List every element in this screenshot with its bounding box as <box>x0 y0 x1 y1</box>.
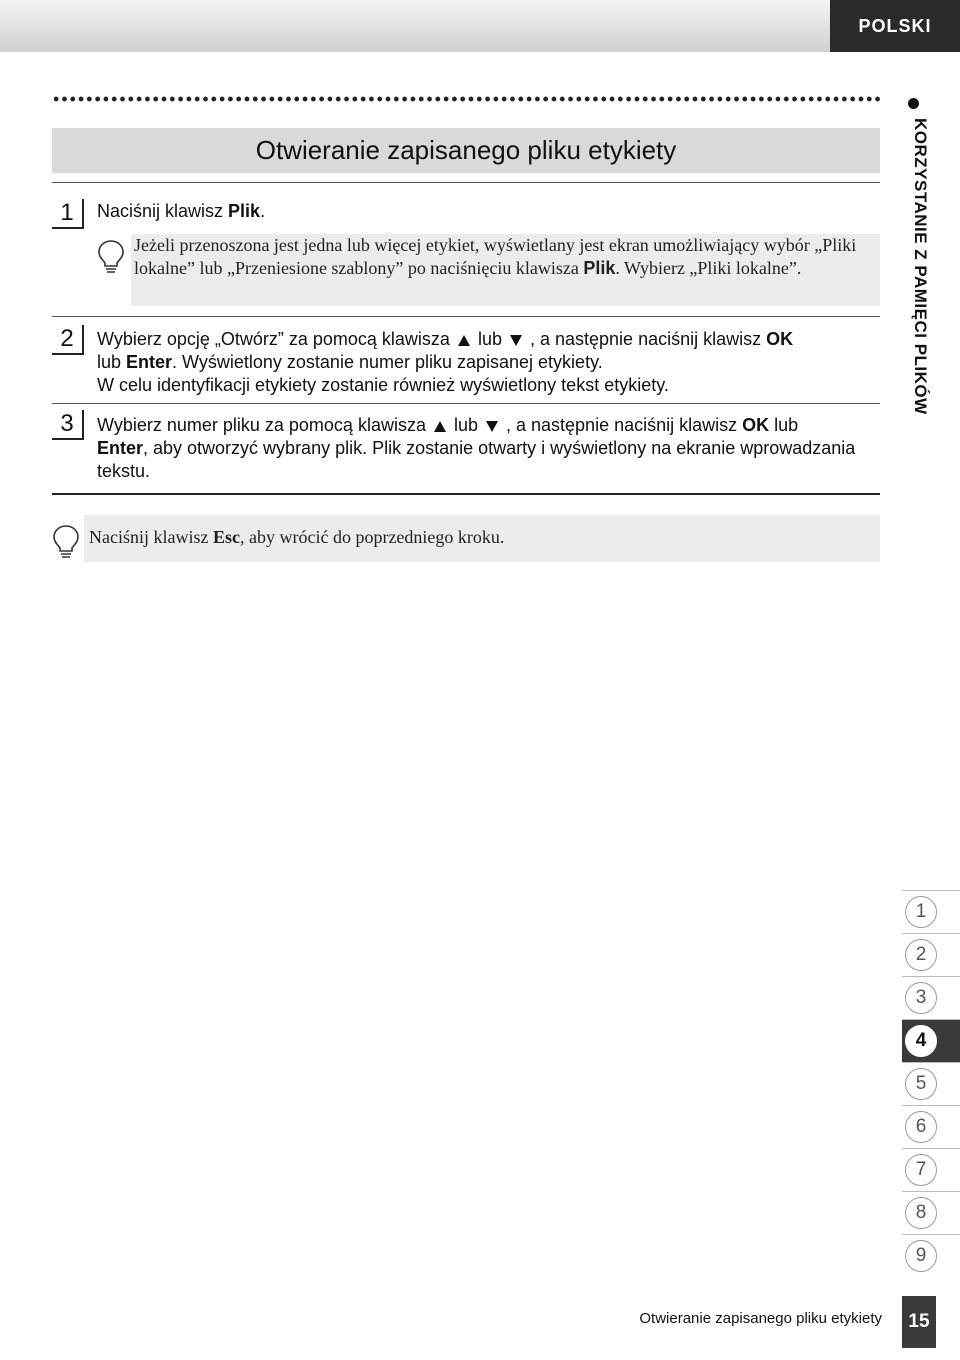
text-run: , a następnie naciśnij klawisz <box>506 415 743 435</box>
chapter-number: 6 <box>905 1111 937 1143</box>
text-run: . Wyświetlony zostanie numer pliku zapisanej etykiety. <box>172 352 603 372</box>
section-bullet-icon <box>908 98 919 109</box>
top-header-bar <box>0 0 960 52</box>
key-ok: OK <box>742 415 770 435</box>
chapter-tab-5[interactable] <box>902 1062 960 1105</box>
chapter-index <box>902 890 960 1277</box>
text-run: lub <box>769 415 799 435</box>
key-plik: Plik <box>228 201 261 221</box>
chapter-number: 3 <box>905 982 937 1014</box>
text-run: lub <box>477 329 502 349</box>
chapter-tab-1[interactable] <box>902 890 960 933</box>
key-enter: Enter <box>97 438 144 458</box>
side-section-title: KORZYSTANIE Z PAMIĘCI PLIKÓW <box>911 118 930 415</box>
chapter-tab-4-active[interactable] <box>902 1019 960 1062</box>
chapter-number: 5 <box>905 1068 937 1100</box>
footer-title: Otwieranie zapisanego pliku etykiety <box>639 1310 882 1327</box>
title-bar <box>52 128 880 173</box>
tip-note-2 <box>84 515 880 562</box>
text-run: Naciśnij klawisz <box>97 201 229 221</box>
text-run: lub <box>97 352 127 372</box>
text-run: . Wybierz „Pliki lokalne”. <box>615 258 802 278</box>
triangle-up-icon <box>434 421 446 432</box>
key-enter: Enter <box>126 352 173 372</box>
text-run: lub <box>453 415 478 435</box>
chapter-number: 8 <box>905 1197 937 1229</box>
page-number: 15 <box>902 1296 936 1348</box>
divider <box>52 316 880 317</box>
section-end-rule <box>52 493 880 495</box>
text-run: . <box>260 201 266 221</box>
triangle-down-icon <box>486 421 498 432</box>
step-text-2 <box>97 328 882 397</box>
triangle-up-icon <box>458 335 470 346</box>
step-text-3 <box>97 414 882 483</box>
text-run: Wybierz opcję „Otwórz” za pomocą klawisza <box>97 329 450 349</box>
lightbulb-icon <box>52 524 80 560</box>
chapter-number: 1 <box>905 896 937 928</box>
tip-note-1 <box>131 234 880 306</box>
divider <box>52 182 880 183</box>
text-run: , aby otworzyć wybrany plik. Plik zostanie otwarty i wyświetlony na ekranie wprowadzania tekstu. <box>97 438 856 481</box>
text-run: , a następnie naciśnij klawisz <box>529 329 767 349</box>
step-number-1: 1 <box>52 199 84 229</box>
chapter-tab-9[interactable] <box>902 1234 960 1277</box>
chapter-tab-2[interactable] <box>902 933 960 976</box>
text-run: W celu identyfikacji etykiety zostanie również wyświetlony tekst etykiety. <box>97 375 669 395</box>
text-run: , aby wrócić do poprzedniego kroku. <box>239 527 505 547</box>
text-run: Naciśnij klawisz <box>89 527 213 547</box>
page-title: Otwieranie zapisanego pliku etykiety <box>255 135 677 165</box>
lightbulb-icon <box>97 239 125 275</box>
dotted-separator <box>52 96 880 102</box>
step-number-2: 2 <box>52 325 84 355</box>
chapter-tab-6[interactable] <box>902 1105 960 1148</box>
text-run: Jeżeli przenoszona jest jedna lub więcej etykiet, wyświetlany jest ekran umożliwiający wybór „Pliki lokalne” lub „Przeniesione szablony” po naciśnięciu klawisza <box>134 235 857 278</box>
divider <box>52 403 880 404</box>
chapter-tab-7[interactable] <box>902 1148 960 1191</box>
chapter-tab-3[interactable] <box>902 976 960 1019</box>
language-tab: POLSKI <box>830 0 960 52</box>
chapter-tab-8[interactable] <box>902 1191 960 1234</box>
chapter-number: 7 <box>905 1154 937 1186</box>
chapter-number: 2 <box>905 939 937 971</box>
key-plik: Plik <box>583 258 616 278</box>
text-run: Wybierz numer pliku za pomocą klawisza <box>97 415 426 435</box>
triangle-down-icon <box>510 335 522 346</box>
key-ok: OK <box>766 329 794 349</box>
chapter-number: 9 <box>905 1240 937 1272</box>
key-esc: Esc <box>212 527 240 547</box>
step-number-3: 3 <box>52 410 84 440</box>
step-text-1 <box>97 200 882 223</box>
chapter-number: 4 <box>905 1025 937 1057</box>
